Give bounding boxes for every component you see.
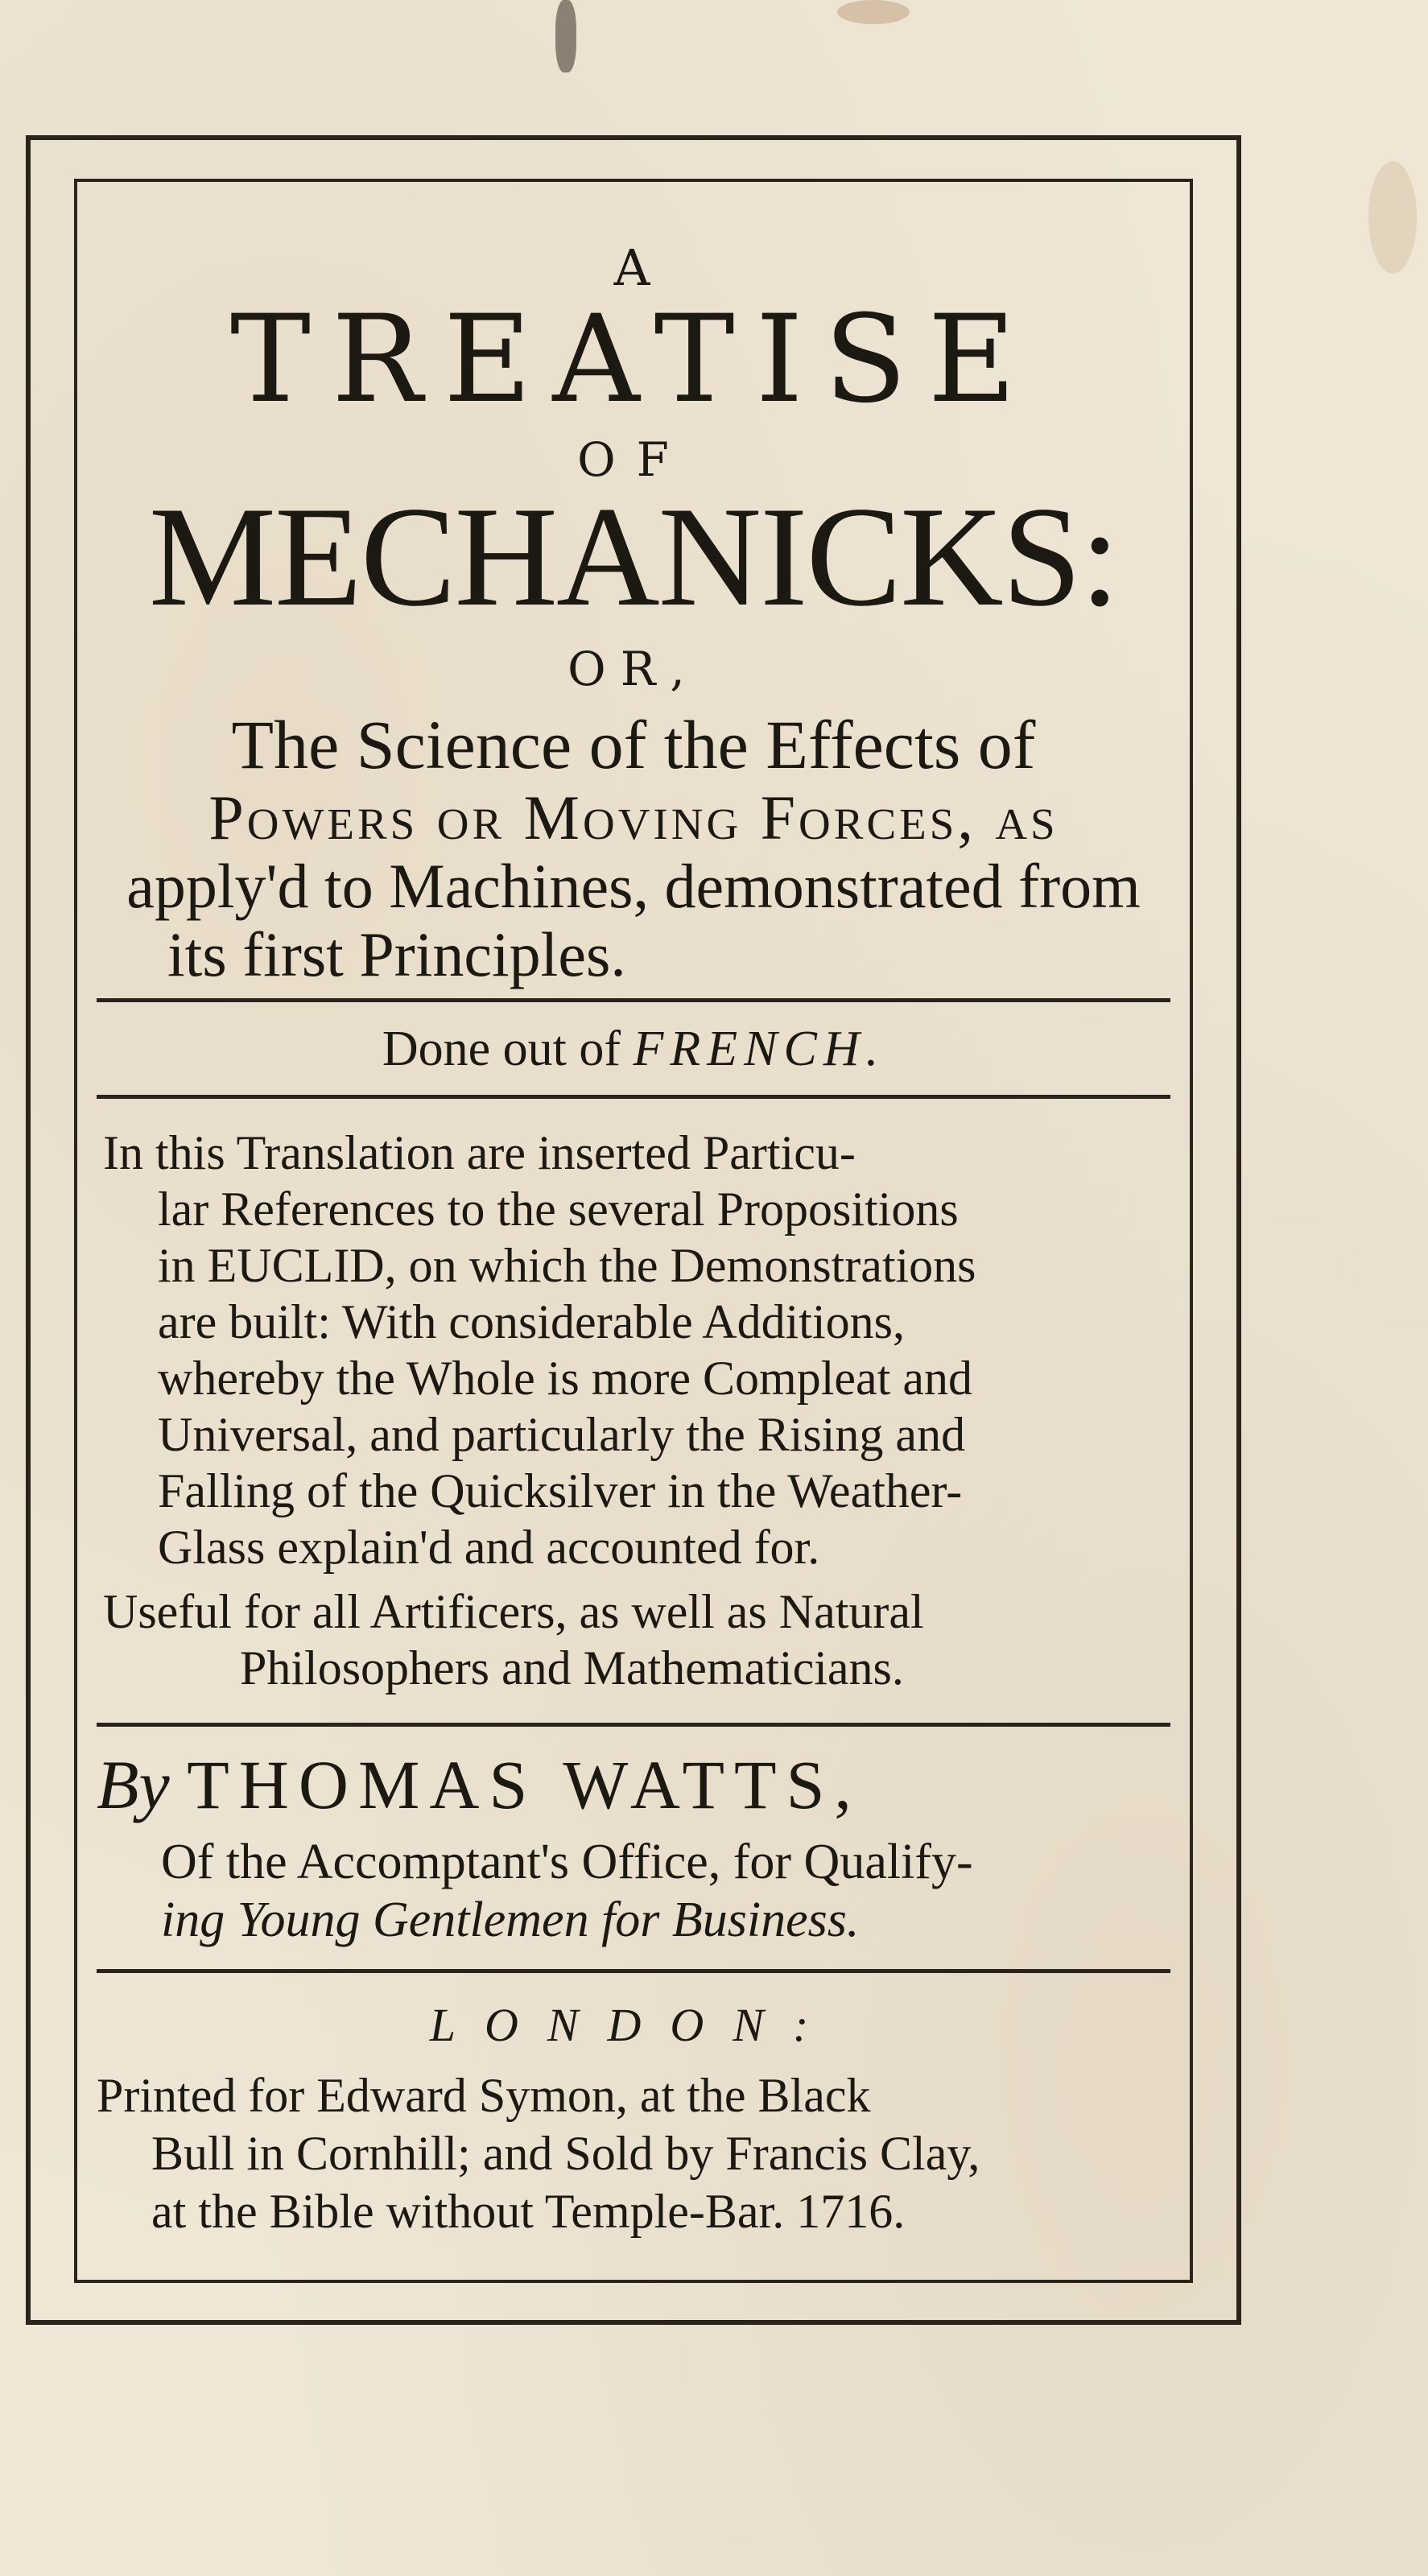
author-office xyxy=(161,1833,973,1949)
paragraph-line: are built: With considerable Additions, xyxy=(158,1295,905,1348)
paragraph-line: Glass explain'd and accounted for. xyxy=(158,1521,820,1574)
title-of: OF xyxy=(577,432,690,487)
paragraph-line: whereby the Whole is more Compleat and xyxy=(158,1352,972,1405)
paragraph-line: in EUCLID, on which the Demonstrations xyxy=(158,1239,976,1292)
divider-rule xyxy=(97,998,1170,1002)
paragraph-line: lar References to the several Propositions xyxy=(158,1183,959,1236)
translation-language: FRENCH. xyxy=(633,1022,885,1076)
paper-stain xyxy=(837,0,910,24)
divider-rule xyxy=(97,1095,1170,1099)
title-main: TREATISE xyxy=(229,290,1038,430)
imprint-place: LONDON: xyxy=(429,1999,838,2051)
imprint-line: Bull in Cornhill; and Sold by Francis Clay, xyxy=(151,2127,980,2180)
author-by: By xyxy=(97,1746,170,1823)
paragraph-line: In this Translation are inserted Particu- xyxy=(103,1126,856,1179)
divider-rule xyxy=(97,1969,1170,1973)
imprint-line: at the Bible without Temple-Bar. 1716. xyxy=(151,2185,906,2238)
title-subject: MECHANICKS: xyxy=(148,477,1119,636)
subtitle-line: Powers or Moving Forces, as xyxy=(208,782,1059,852)
imprint-line: Printed for Edward Symon, at the Black xyxy=(97,2069,871,2122)
paragraph-line: Universal, and particularly the Rising and xyxy=(158,1408,966,1461)
subtitle-line: apply'd to Machines, demonstrated from xyxy=(126,851,1141,921)
subtitle-line: its first Principles. xyxy=(167,919,626,989)
paragraph-line: Philosophers and Mathematicians. xyxy=(240,1641,904,1695)
paper-stain xyxy=(1368,161,1417,274)
paragraph-line: Falling of the Quicksilver in the Weather- xyxy=(158,1464,963,1517)
imprint xyxy=(97,2066,980,2240)
translation-paragraph xyxy=(103,1125,976,1575)
useful-paragraph xyxy=(103,1583,924,1696)
office-line: Of the Accomptant's Office, for Qualify- xyxy=(161,1835,973,1889)
translation-note xyxy=(97,1024,1170,1074)
divider-rule xyxy=(97,1723,1170,1727)
office-line: ing Young Gentlemen for Business. xyxy=(161,1893,860,1947)
author-line xyxy=(97,1744,1170,1825)
paragraph-line: Useful for all Artificers, as well as Natural xyxy=(103,1585,924,1638)
translation-note-prefix: Done out of xyxy=(382,1022,621,1076)
author-name: THOMAS WATTS, xyxy=(187,1746,861,1823)
title-article: A xyxy=(613,238,654,297)
paper-stain xyxy=(555,0,576,72)
title-or: OR, xyxy=(567,642,700,696)
subtitle-line: The Science of the Effects of xyxy=(231,706,1036,783)
